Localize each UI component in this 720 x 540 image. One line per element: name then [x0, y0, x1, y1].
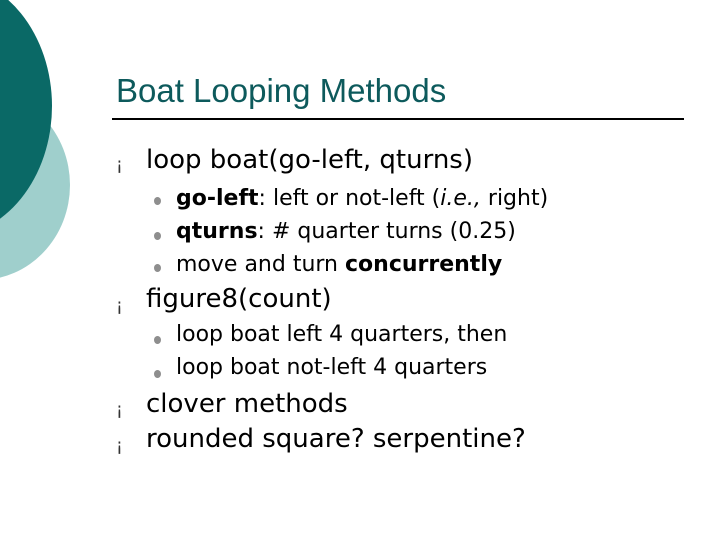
sub-item-go-left: [176, 186, 548, 211]
term-go-left: go-left: [176, 186, 259, 211]
bullet-rounded-square: rounded square? serpentine?: [146, 424, 526, 454]
filled-dot-bullet-icon: [154, 370, 161, 378]
bullet-figure8: figure8(count): [146, 284, 332, 314]
term-concurrently: concurrently: [345, 252, 503, 277]
hollow-circle-bullet-icon: ¡: [116, 296, 123, 316]
slide-title: Boat Looping Methods: [116, 72, 447, 109]
filled-dot-bullet-icon: [154, 264, 161, 272]
sub-item-loop-not-left: loop boat not-left 4 quarters: [176, 355, 488, 380]
filled-dot-bullet-icon: [154, 336, 161, 344]
text-qturns-desc: : # quarter turns (0.25): [257, 219, 516, 244]
hollow-circle-bullet-icon: ¡: [116, 436, 123, 456]
filled-dot-bullet-icon: [154, 197, 161, 205]
sub-item-qturns: [176, 219, 516, 244]
text-go-left-desc: : left or not-left (: [258, 186, 441, 211]
hollow-circle-bullet-icon: ¡: [116, 400, 123, 420]
text-move-and-turn: move and turn: [176, 252, 345, 277]
term-qturns: qturns: [176, 219, 258, 244]
sub-item-loop-left: loop boat left 4 quarters, then: [176, 322, 508, 347]
hollow-circle-bullet-icon: ¡: [116, 155, 123, 175]
text-right: right): [480, 186, 549, 211]
text-ie: i.e.,: [440, 186, 481, 211]
bullet-loop-boat: loop boat(go-left, qturns): [146, 145, 473, 175]
title-underline: [112, 118, 684, 120]
bullet-clover: clover methods: [146, 389, 348, 419]
sub-item-concurrently: [176, 252, 502, 277]
filled-dot-bullet-icon: [154, 232, 161, 240]
